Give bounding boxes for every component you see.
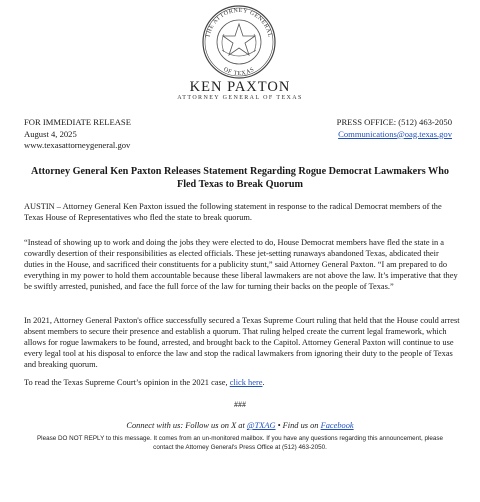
opinion-end: . (262, 378, 265, 387)
seal-icon (196, 4, 282, 80)
opinion-text: To read the Texas Supreme Court’s opinion in the 2021 case, (24, 378, 230, 387)
paragraph-opinion (24, 377, 460, 388)
seal-ring-top: THE ATTORNEY GENERAL (205, 7, 273, 39)
x-handle-link[interactable]: @TXAG (246, 421, 276, 430)
release-date: August 4, 2025 (24, 128, 77, 139)
paragraph-quote: “Instead of showing up to work and doing the jobs they were elected to do, House Democrat members have fled the state in a cowardly desertion of their responsibilities as elected officials. These jet-setting runaways abandoned Texas, abdicated their duties in the House, and sacrificed their constituents for a publicity stunt,” said Attorney General Paxton. “I am prepared to do everything in my power to hold them accountable because these liberal lawmakers are not above the law. It’s imperative that they be swiftly arrested, punished, and face the full force of the law for turning their backs on the people of Texas.” (24, 238, 458, 291)
seal-ring-bottom: OF TEXAS (222, 66, 256, 78)
paragraph-background: In 2021, Attorney General Paxton's office successfully secured a Texas Supreme Court ruling that held that the House could arrest absent members to secure their presence and establish a quorum. That ruling helped create the current legal framework, which allows for rogue lawmakers to be found, arrested, and brought back to the Capitol. Attorney General Paxton will continue to use every legal tool at his disposal to enforce the law and stop the radical lawmakers from ignoring their duty to the people of Texas and breaking quorum. (24, 316, 460, 369)
click-here-link[interactable]: click here (229, 378, 263, 387)
attorney-general-seal (196, 4, 282, 80)
official-name: KEN PAXTON (189, 79, 291, 95)
paragraph-intro: AUSTIN – Attorney General Ken Paxton issued the following statement in response to the radical Democrat members of the Texas House of Representatives who fled the state to break quorum. (24, 202, 442, 222)
no-reply-disclaimer: Please DO NOT REPLY to this message. It comes from an un-monitored mailbox. If you have any questions regarding this announcement, please contact the Attorney General's Press Office at (512) 463-2050. (36, 435, 443, 451)
press-email-link[interactable]: Communications@oag.texas.gov (338, 128, 452, 139)
connect-middle: • Find us on (275, 421, 321, 430)
press-release-headline: Attorney General Ken Paxton Releases Statement Regarding Rogue Democrat Lawmakers Who Fled Texas to Break Quorum (31, 166, 449, 190)
facebook-link[interactable]: Facebook (320, 421, 354, 430)
release-info (24, 117, 131, 152)
press-office-phone: PRESS OFFICE: (512) 463-2050 (336, 117, 452, 127)
press-office-info (337, 117, 452, 140)
social-connect-line (0, 421, 480, 430)
connect-prefix: Connect with us: Follow us on X at (126, 421, 247, 430)
end-mark: ### (234, 400, 246, 409)
release-label: FOR IMMEDIATE RELEASE (24, 117, 131, 127)
official-title: ATTORNEY GENERAL OF TEXAS (177, 95, 303, 101)
website-link[interactable]: www.texasattorneygeneral.gov (24, 140, 131, 150)
